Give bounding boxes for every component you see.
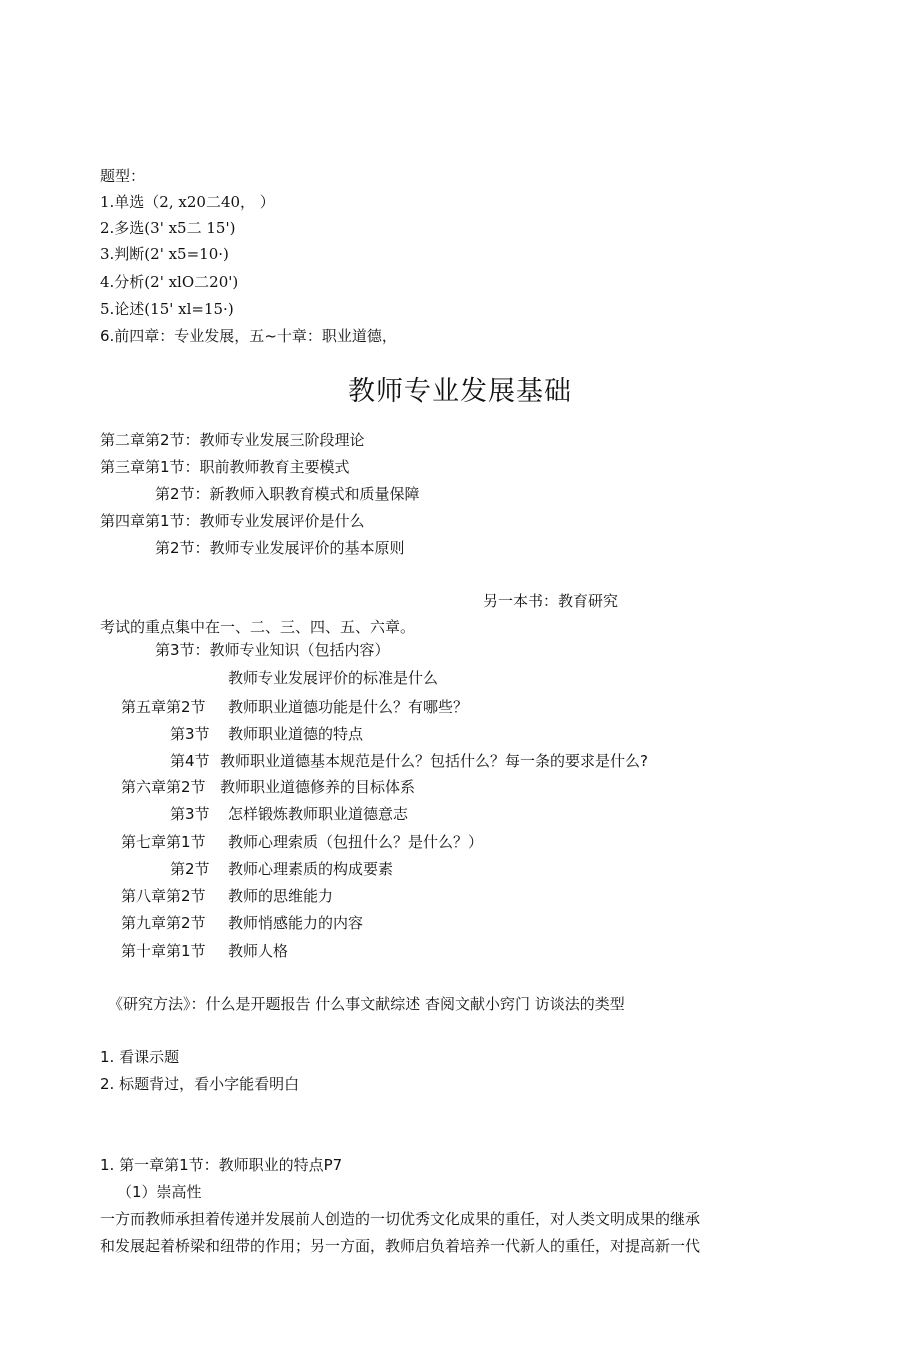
section-heading: 1. 第一章第1节：教师职业的特点P7: [100, 1156, 343, 1174]
chapter-topic: 教师职业道德的特点: [228, 725, 364, 743]
chapter-topic: 怎样锻炼教师职业道德意志: [228, 805, 409, 823]
paragraph-line: 一方而教师承担着传递并发展前人创造的一切优秀文化成果的重任，对人类文明成果的继承: [100, 1210, 701, 1228]
chapter-label: 第六章第2节: [121, 778, 206, 796]
outline-item: 第2节：教师专业发展评价的基本原则: [155, 539, 405, 557]
outline-item: 教师专业发展评价的标准是什么: [228, 669, 439, 687]
chapter-topic: 教师职业道德修养的目标体系: [220, 778, 416, 796]
chapter-topic: 教师心理索质（包扭什么？是什么？）: [228, 833, 484, 851]
paragraph-line: 和发展起着桥梁和纽带的作用；另一方面，教师启负着培养一代新人的重任，对提高新一代: [100, 1237, 701, 1255]
chapter-topic: 教师悄感能力的内容: [228, 914, 364, 932]
outline-item: 第四章第1节：教师专业发展评价是什么: [100, 512, 365, 530]
chapter-label: 第十章第1节: [121, 942, 206, 960]
chapter-topic: 教师的思维能力: [228, 887, 334, 905]
subheading: （1）崇高性: [117, 1183, 202, 1201]
other-book-note: 另一本书：教育研究: [483, 592, 619, 610]
chapter-label: 第2节: [170, 860, 210, 878]
question-type-item: 4.分析(2' xlO二20'): [100, 273, 239, 291]
chapter-label: 第五章第2节: [121, 698, 206, 716]
outline-item: 第二章第2节：教师专业发展三阶段理论: [100, 431, 365, 449]
chapter-label: 第七章第1节: [121, 833, 206, 851]
question-type-item: 1.单选（2, x20二40， ）: [100, 193, 275, 211]
chapter-topic: 教师职业道德功能是什么？有哪些？: [228, 698, 469, 716]
chapter-label: 第八章第2节: [121, 887, 206, 905]
outline-item: 第3节：教师专业知识（包括内容）: [155, 641, 390, 659]
outline-item: 第2节：新教师入职教育模式和质量保障: [155, 485, 420, 503]
page-title: 教师专业发展基础: [348, 376, 572, 407]
chapter-label: 第九章第2节: [121, 914, 206, 932]
question-type-item: 3.判断(2' x5=10·): [100, 245, 229, 263]
question-type-item: 2.多选(3' x5二 15'): [100, 219, 236, 237]
question-type-item: 6.前四章：专业发展，五~十章：职业道德，: [100, 327, 397, 345]
question-type-item: 5.论述(15' xl=15·): [100, 300, 234, 318]
question-types-heading: 题型：: [100, 167, 146, 185]
outline-item: 第三章第1节：职前教师教育主要模式: [100, 458, 350, 476]
chapter-topic: 教师心理素质的构成要素: [228, 860, 394, 878]
chapter-label: 第4节: [170, 752, 210, 770]
research-methods-note: 《研究方法》：什么是开题报告 什么事文献综述 杳阅文献小窍门 访谈法的类型: [108, 995, 625, 1013]
chapter-label: 第3节: [170, 805, 210, 823]
chapter-topic: 教师职业道德基本规范是什么？包括什么？每一条的要求是什么?: [220, 752, 648, 770]
exam-focus-note: 考试的重点集中在一、二、三、四、五、六章。: [100, 618, 416, 636]
tip-item: 1. 看课示题: [100, 1048, 180, 1066]
chapter-topic: 教师人格: [228, 942, 289, 960]
chapter-row: [121, 697, 206, 717]
tip-item: 2. 标题背过，看小字能看明白: [100, 1075, 300, 1093]
chapter-label: 第3节: [170, 725, 210, 743]
